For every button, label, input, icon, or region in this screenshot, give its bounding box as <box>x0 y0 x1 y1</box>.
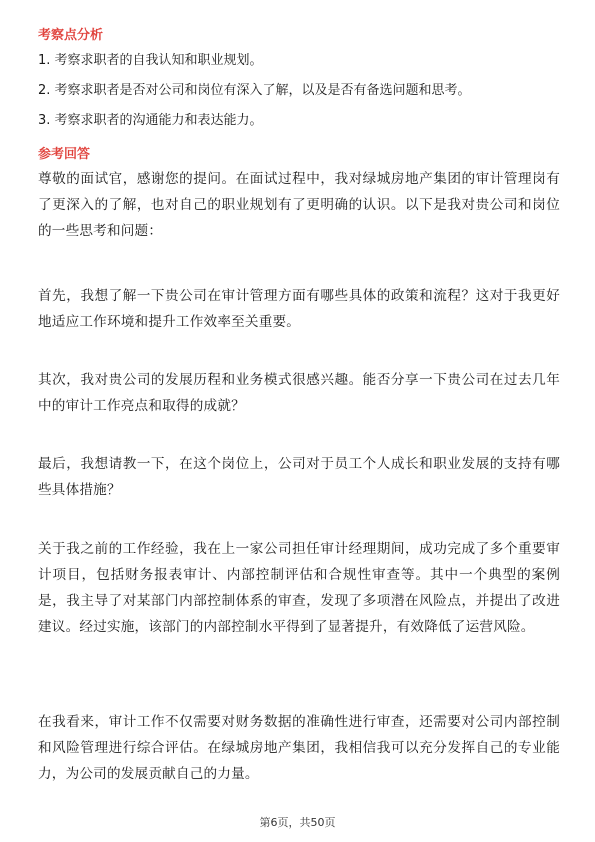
answer-paragraph-6: 在我看来，审计工作不仅需要对财务数据的准确性进行审查，还需要对公司内部控制和风险管理进行综合评估。在绿城房地产集团，我相信我可以充分发挥自己的专业能力，为公司的发展贡献自己的力量。 <box>38 714 560 782</box>
analysis-item-3: 3. 考察求职者的沟通能力和表达能力。 <box>38 113 263 128</box>
answer-heading: 参考回答 <box>38 147 91 162</box>
answer-paragraph-5: 关于我之前的工作经验，我在上一家公司担任审计经理期间，成功完成了多个重要审计项目，包括财务报表审计、内部控制评估和合规性审查等。其中一个典型的案例是，我主导了对某部门内部控制体系的审查，发现了多项潜在风险点，并提出了改进建议。经过实施，该部门的内部控制水平得到了显著提升，有效降低了运营风险。 <box>38 541 560 635</box>
answer-paragraph-4: 最后，我想请教一下，在这个岗位上，公司对于员工个人成长和职业发展的支持有哪些具体措施？ <box>38 456 560 498</box>
analysis-item-2: 2. 考察求职者是否对公司和岗位有深入了解，以及是否有备选问题和思考。 <box>38 83 471 98</box>
answer-paragraph-2: 首先，我想了解一下贵公司在审计管理方面有哪些具体的政策和流程？这对于我更好地适应工作环境和提升工作效率至关重要。 <box>38 288 560 330</box>
analysis-item-1: 1. 考察求职者的自我认知和职业规划。 <box>38 53 263 68</box>
page-number: 第6页，共50页 <box>259 816 336 829</box>
answer-paragraph-1: 尊敬的面试官，感谢您的提问。在面试过程中，我对绿城房地产集团的审计管理岗有了更深入的了解，也对自己的职业规划有了更明确的认识。以下是我对贵公司和岗位的一些思考和问题： <box>38 171 560 239</box>
answer-paragraph-3: 其次，我对贵公司的发展历程和业务模式很感兴趣。能否分享一下贵公司在过去几年中的审计工作亮点和取得的成就？ <box>38 372 560 414</box>
analysis-heading: 考察点分析 <box>38 28 104 43</box>
